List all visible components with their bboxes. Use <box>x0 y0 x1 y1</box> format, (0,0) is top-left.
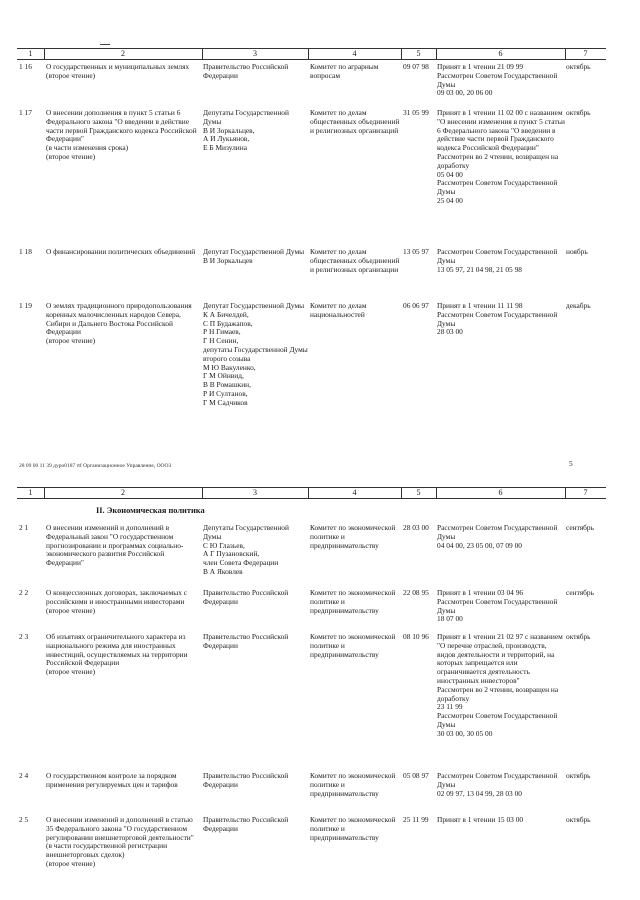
row-number: 2 1 <box>19 523 29 532</box>
header-cell: 5 <box>416 488 421 497</box>
row-number: 1 19 <box>19 301 32 310</box>
header-cell: 1 <box>28 49 33 58</box>
bill-committee: Комитет по экономической политике и предпринимательству <box>310 523 396 550</box>
bill-title: О внесении изменений и дополнений в статью 35 Федерального закона "О государственном регулировании внешнеторговой деятельности" (в части государственной регистрации внешнеторговых сделок) (второе чтение) <box>46 815 194 868</box>
bill-date: 05 08 97 <box>403 771 429 780</box>
bill-status: Принят в 1 чтении 11 02 00 с названием "О внесении изменения в пункт 5 статьи 6 Федерального закона "О введении в действие части первой Гражданского кодекса Российской Федерации" Рассмотрен во 2 чтении, возвращен на доработку 05 04 00 Рассмотрен Советом Государственной Думы 25 04 00 <box>437 108 565 205</box>
bill-date: 09 07 98 <box>403 62 429 71</box>
row-number: 2 4 <box>19 771 29 780</box>
bill-date: 13 05 97 <box>403 247 429 256</box>
row-number: 2 5 <box>19 815 29 824</box>
header-cell: 7 <box>583 488 588 497</box>
bill-author: Депутаты Государственной Думы В И Зоркальцев, А И Лукьянов, Е Б Мизулина <box>203 108 289 153</box>
header-cell: 6 <box>498 49 503 58</box>
bill-month: октябрь <box>566 62 591 71</box>
bill-committee: Комитет по экономической политике и предпринимательству <box>310 771 396 798</box>
header-cell: 1 <box>28 488 33 497</box>
bill-committee: Комитет по аграрным вопросам <box>310 62 379 80</box>
bill-month: октябрь <box>566 108 591 117</box>
header-cell: 3 <box>253 49 257 58</box>
bill-month: сентябрь <box>566 588 594 597</box>
bill-author: Депутат Государственной Думы В И Зоркальцев <box>203 247 305 265</box>
bill-author: Депутат Государственной Думы К А Бичелдей, С П Будажапов, Р Н Гимаев, Г Н Сенин, депутаты Государственной Думы второго созыва М Ю Вакуленко, Г М Ойнвид, В В Ромашкин, Р И Султанов, Г М Садчиков <box>203 301 308 407</box>
header-cell: 4 <box>352 488 357 497</box>
header-cell: 3 <box>253 488 257 497</box>
bill-author: Депутаты Государственной Думы С Ю Глазьев, А Г Пузановский, член Совета Федерации В А Яковлев <box>203 523 289 576</box>
bill-month: декабрь <box>566 301 591 310</box>
bill-month: октябрь <box>566 771 591 780</box>
bill-author: Правительство Российской Федерации <box>203 771 289 789</box>
bill-status: Принят в 1 чтении 11 11 98 Рассмотрен Советом Государственной Думы 28 03 00 <box>437 301 558 337</box>
header-cell: 2 <box>121 488 125 497</box>
bill-month: ноябрь <box>566 247 588 256</box>
bill-title: О концессионных договорах, заключаемых с российскими и иностранными инвесторами (второе чтение) <box>46 588 188 615</box>
bill-status: Принят в 1 чтении 21 09 99 Рассмотрен Советом Государственной Думы 09 03 00, 20 06 00 <box>437 62 558 98</box>
bill-date: 28 03 00 <box>403 523 429 532</box>
bill-month: октябрь <box>566 815 591 824</box>
bill-committee: Комитет по делам общественных объединений и религиозных организаций <box>310 108 400 135</box>
header-cell: 2 <box>121 49 125 58</box>
top-dash <box>100 44 110 45</box>
bill-title: О государственном контроле за порядком применения регулируемых цен и тарифов <box>46 771 178 789</box>
row-number: 2 3 <box>19 632 29 641</box>
header-cell: 4 <box>352 49 357 58</box>
bill-month: октябрь <box>566 632 591 641</box>
bill-title: Об изъятиях ограничительного характера из национального режима для иностранных инвестиций, осуществляемых на территории Российской Федерации (второе чтение) <box>46 632 188 677</box>
table-header-1 <box>17 48 606 60</box>
bill-committee: Комитет по экономической политике и предпринимательству <box>310 632 396 659</box>
bill-title: О внесении дополнения в пункт 5 статьи 6 Федерального закона "О введении в действие части первой Гражданского кодекса Российской Федерации" (в части изменения срока) (второе чтение) <box>46 108 197 161</box>
row-number: 1 18 <box>19 247 32 256</box>
bill-title: О финансировании политических объединений <box>46 247 196 256</box>
bill-committee: Комитет по экономической политике и предпринимательству <box>310 588 396 615</box>
bill-status: Принят в 1 чтении 21 02 97 с названием "О перечне отраслей, производств, видов деятельности и территорий, на которых запрещается или ограничивается деятельность иностранных инвесторов" Рассмотрен во 2 чтении, возвращен на доработку 23 11 99 Рассмотрен Советом Государственной Думы 30 03 00, 30 05 00 <box>437 632 563 738</box>
bill-title: О внесении изменений и дополнений в Федеральный закон "О государственном прогнозировании и программах социально-экономического развития Российской Федерации" <box>46 523 184 568</box>
bill-status: Рассмотрен Советом Государственной Думы 13 05 97, 21 04 98, 21 05 98 <box>437 247 558 274</box>
bill-committee: Комитет по делам общественных объединений и религиозных организации <box>310 247 400 274</box>
bill-title: О землях традиционного природопользования коренных малочисленных народов Севера, Сибири и Дальнего Востока Российской Федерации (второе чтение) <box>46 301 192 346</box>
bill-date: 08 10 96 <box>403 632 429 641</box>
bill-date: 06 06 97 <box>403 301 429 310</box>
row-number: 2 2 <box>19 588 29 597</box>
header-cell: 6 <box>498 488 503 497</box>
bill-status: Рассмотрен Советом Государственной Думы 04 04 00, 23 05 00, 07 09 00 <box>437 523 558 550</box>
bill-author: Правительство Российской Федерации <box>203 62 289 80</box>
page-number: 5 <box>569 459 573 468</box>
header-cell: 5 <box>416 49 421 58</box>
bill-author: Правительство Российской Федерации <box>203 588 289 606</box>
bill-author: Правительство Российской Федерации <box>203 815 289 833</box>
row-number: 1 17 <box>19 108 32 117</box>
bill-status: Принят в 1 чтении 15 03 00 <box>437 815 524 824</box>
bill-date: 22 08 95 <box>403 588 429 597</box>
print-footer: 28 09 00 11 39 дуро0187 rtf Организационное Управление, ООО3 <box>19 463 172 469</box>
bill-date: 25 11 99 <box>403 815 429 824</box>
table-header-2 <box>17 487 606 499</box>
bill-status: Принят в 1 чтении 03 04 96 Рассмотрен Советом Государственной Думы 18 07 00 <box>437 588 558 624</box>
bill-committee: Комитет по делам национальностей <box>310 301 367 319</box>
section-title: II. Экономическая политика <box>96 506 205 515</box>
bill-date: 31 05 99 <box>403 108 429 117</box>
bill-title: О государственных и муниципальных землях (второе чтение) <box>46 62 190 80</box>
header-cell: 7 <box>583 49 588 58</box>
bill-month: сентябрь <box>566 523 594 532</box>
bill-status: Рассмотрен Советом Государственной Думы 02 09 97, 13 04 99, 28 03 00 <box>437 771 558 798</box>
bill-author: Правительство Российской Федерации <box>203 632 289 650</box>
row-number: 1 16 <box>19 62 32 71</box>
bill-committee: Комитет по экономической политике и предпринимательству <box>310 815 396 842</box>
